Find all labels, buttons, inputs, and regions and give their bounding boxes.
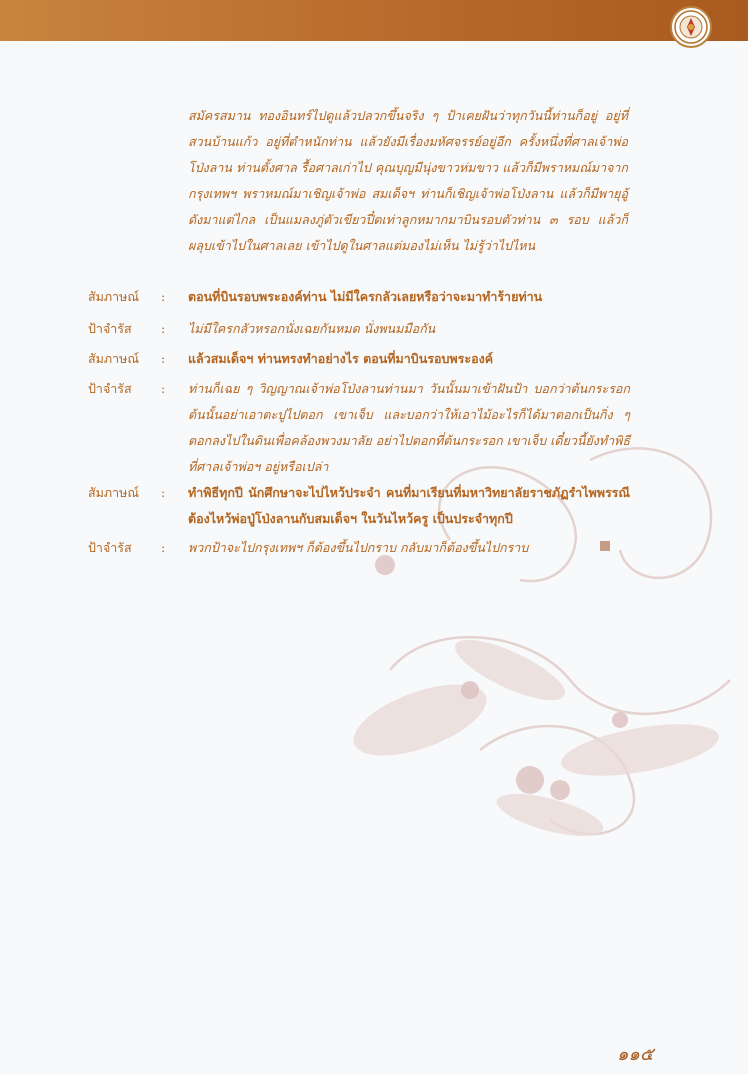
speaker-label: ป้าจำรัส (88, 321, 132, 336)
top-header-bar (0, 0, 748, 41)
dialogue-text: ทำพิธีทุกปี นักศึกษาจะไปไหว้ประจำ คนที่มาเรียนที่มหาวิทยาลัยราชภัฏรำไพพรรณีต้องไหว้พ่อปู่โป่งลานกับสมเด็จฯ ในวันไหว้ครู เป็นประจำทุกปี (188, 485, 630, 526)
speaker-label: ป้าจำรัส (88, 381, 132, 396)
intro-paragraph: สมัครสมาน ทองอินทร์ไปดูแล้วปลวกขึ้นจริง ๆ ป้าเคยฝันว่าทุกวันนี้ท่านก็อยู่ อยู่ที่สวนบ้านแก้ว อยู่ที่ตำหนักท่าน แล้วยังมีเรื่องมหัศจรรย์อยู่อีก ครั้งหนึ่งที่ศาลเจ้าพ่อโป่งลาน ท่านตั้งศาล รื้อศาลเก่าไป คุณบุญมีนุ่งขาวห่มขาว แล้วก็มีพราหมณ์มาจากกรุงเทพฯ พราหมณ์มาเชิญเจ้าพ่อ สมเด็จฯ ท่านก็เชิญเจ้าพ่อโป่งลาน แล้วก็มีพายุอู้ดังมาแต่ไกล เป็นแมลงภู่ตัวเขียวปี๋ตเท่าลูกหมากมาบินรอบตัวท่าน ๓ รอบ แล้วก็ผลุบเข้าไปในศาลเลย เข้าไปดูในศาลแต่มองไม่เห็น ไม่รู้ว่าไปไหน (188, 108, 628, 253)
colon-separator: : (161, 381, 166, 396)
speaker-label: สัมภาษณ์ (88, 351, 139, 366)
speaker-label: สัมภาษณ์ (88, 485, 139, 500)
dialogue-text: แล้วสมเด็จฯ ท่านทรงทำอย่างไร ตอนที่มาบินรอบพระองค์ (188, 351, 494, 366)
end-of-article-mark (600, 541, 610, 551)
colon-separator: : (161, 351, 166, 366)
dialogue-text: ท่านก็เฉย ๆ วิญญาณเจ้าพ่อโป่งลานท่านมา วันนั้นมาเข้าฝันป้า บอกว่าต้นกระรอกต้นนั้นอย่าเอาตะปูไปตอก เขาเจ็บ และบอกว่าให้เอาไม้อะไรก็ได้มาตอกเป็นกิ่ง ๆ ตอกลงไปในดินเพื่อคล้องพวงมาลัย อย่าไปตอกที่ต้นกระรอก เขาเจ็บ เดี๋ยวนี้ยังทำพิธีที่ศาลเจ้าพ่อฯ อยู่หรือเปล่า (188, 381, 630, 474)
page-number: ๑๑๕ (617, 1044, 654, 1065)
colon-separator: : (161, 540, 166, 555)
dialogue-text: ตอนที่บินรอบพระองค์ท่าน ไม่มีใครกลัวเลยหรือว่าจะมาทำร้ายท่าน (188, 289, 543, 304)
dialogue-text: ไม่มีใครกลัวหรอกนั่งเฉยกันหมด นั่งพนมมือกัน (188, 321, 436, 336)
university-seal-logo (670, 6, 712, 48)
dialogue-text: พวกป้าจะไปกรุงเทพฯ ก็ต้องขึ้นไปกราบ กลับมาก็ต้องขึ้นไปกราบ (188, 540, 529, 555)
speaker-label: สัมภาษณ์ (88, 289, 139, 304)
colon-separator: : (161, 289, 166, 304)
colon-separator: : (161, 485, 166, 500)
colon-separator: : (161, 321, 166, 336)
speaker-label: ป้าจำรัส (88, 540, 132, 555)
